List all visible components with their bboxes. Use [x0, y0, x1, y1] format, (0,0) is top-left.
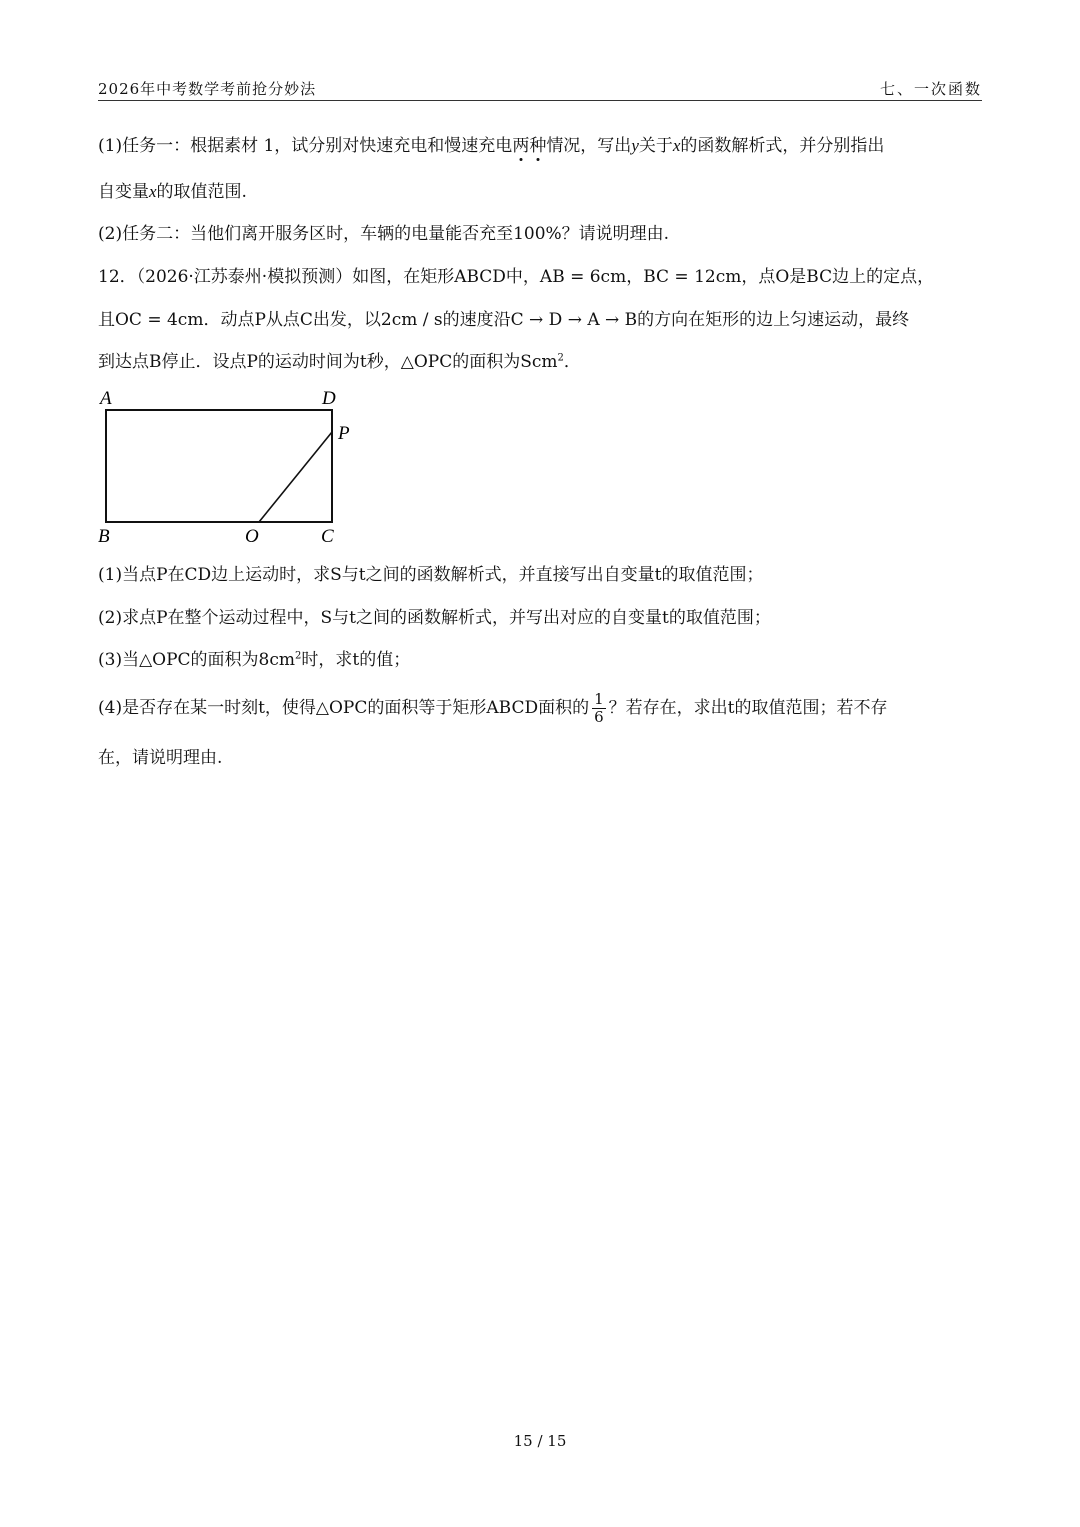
question-3: (3)当△OPC的面积为$8cm^2$时，求t的值；: [98, 650, 411, 670]
page-number: 15 / 15: [513, 1432, 567, 1450]
page-header: [98, 76, 982, 101]
label-a: A: [100, 388, 112, 409]
task1-line1: (1)任务一：根据素材 1，试分别对快速充电和慢速充电两种情况，写出y关于x的函数解析式，并分别指出: [98, 136, 885, 156]
question-2: (2)求点P在整个运动过程中，S与t之间的函数解析式，并写出对应的自变量t的取值范围；: [98, 608, 771, 628]
var-x: x: [149, 182, 157, 201]
emphasis-mark: 种: [529, 136, 547, 156]
label-c: C: [321, 526, 334, 547]
problem12-line3: 到达点B停止．设点P的运动时间为t秒，△OPC的面积为Scm$^2$．: [98, 352, 581, 372]
label-b: B: [98, 526, 110, 547]
question-4-line2: 在，请说明理由.: [98, 748, 223, 768]
segment-op: [259, 432, 332, 522]
problem12-line1: 12．（2026·江苏泰州·模拟预测）如图，在矩形ABCD中，AB = 6cm，BC = 12cm，点O是BC边上的定点，: [98, 267, 935, 287]
question-1: (1)当点P在CD边上运动时，求S与t之间的函数解析式，并直接写出自变量t的取值范围；: [98, 565, 764, 585]
rectangle-figure: [92, 386, 362, 548]
label-o: O: [245, 526, 259, 547]
task2-line: (2)任务二：当他们离开服务区时，车辆的电量能否充至100%？请说明理由.: [98, 224, 670, 244]
task1-line2: 自变量x的取值范围.: [98, 182, 247, 202]
fraction-one-sixth: $\frac{1}{6}$: [594, 690, 604, 726]
var-y: y: [631, 136, 639, 155]
label-d: D: [322, 388, 336, 409]
rectangle-abcd: [106, 410, 332, 522]
var-x: x: [672, 136, 681, 155]
label-p: P: [338, 423, 350, 444]
header-doc-title: 2026年中考数学考前抢分妙法: [98, 80, 317, 98]
question-4-line1: (4)是否存在某一时刻t，使得△OPC的面积等于矩形ABCD面积的 $\frac{1}{6}$ ？若存在，求出t的取值范围；若不存: [98, 690, 888, 726]
problem12-line2: 且OC = 4cm．动点P从点C出发，以2cm / s的速度沿C → D → A → B的方向在矩形的边上匀速运动，最终: [98, 310, 910, 330]
emphasis-mark: 两: [512, 136, 530, 156]
header-chapter-title: 七、一次函数: [879, 80, 982, 98]
